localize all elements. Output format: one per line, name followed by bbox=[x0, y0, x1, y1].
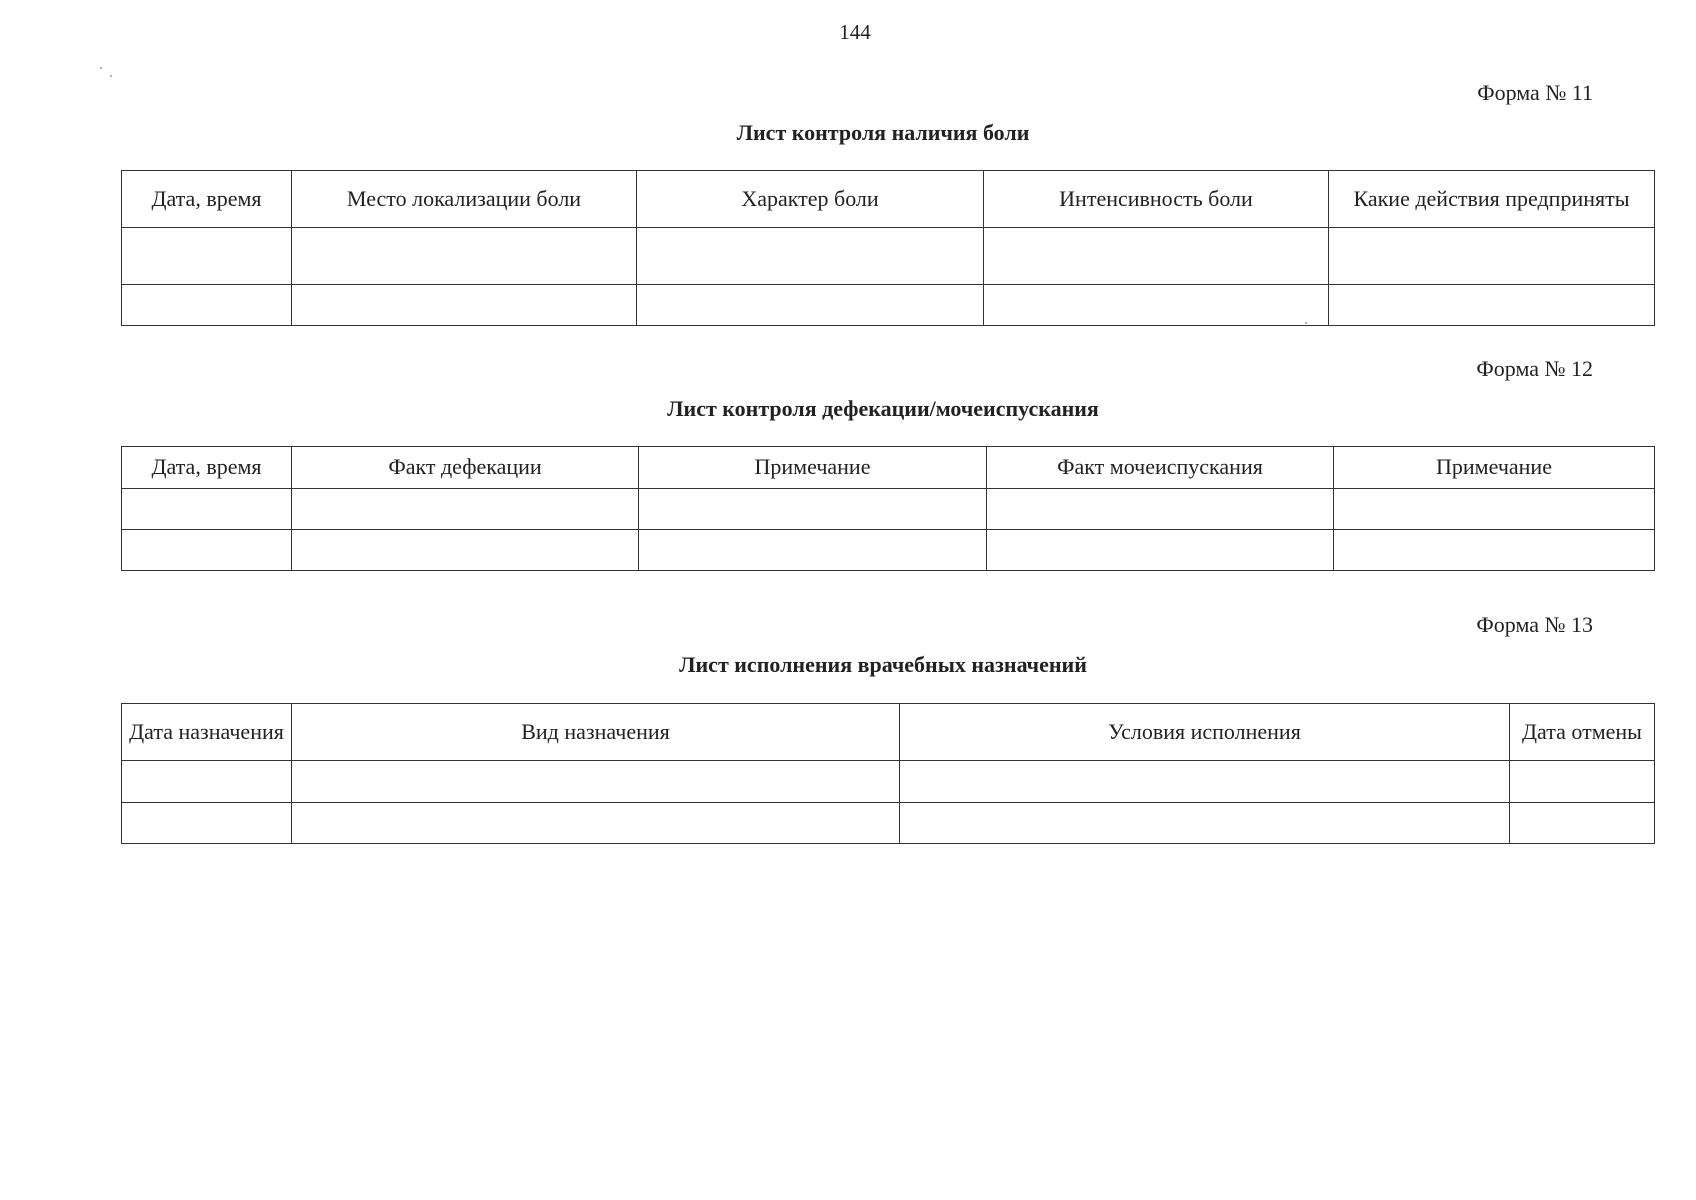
table-cell[interactable] bbox=[900, 761, 1510, 803]
table-cell[interactable] bbox=[1329, 285, 1655, 326]
column-header-pain-location: Место локализации боли bbox=[292, 171, 637, 228]
column-header-date-time: Дата, время bbox=[122, 171, 292, 228]
table-header-row bbox=[122, 171, 1655, 228]
form-13-number: Форма № 13 bbox=[1476, 612, 1593, 637]
column-header-urination-fact: Факт мочеиспускания bbox=[987, 447, 1334, 489]
column-header-date-time: Дата, время bbox=[122, 447, 292, 489]
table-cell[interactable] bbox=[637, 228, 984, 285]
table-cell[interactable] bbox=[1334, 489, 1655, 530]
table-cell[interactable] bbox=[984, 228, 1329, 285]
table-row bbox=[122, 228, 1655, 285]
column-header-pain-intensity: Интенсивность боли bbox=[984, 171, 1329, 228]
table-cell[interactable] bbox=[122, 489, 292, 530]
medical-orders-table bbox=[121, 703, 1655, 844]
defecation-urination-table bbox=[121, 446, 1655, 571]
column-header-order-type: Вид назначения bbox=[292, 704, 900, 761]
page-number: 144 bbox=[839, 20, 871, 44]
table-cell[interactable] bbox=[987, 530, 1334, 571]
table-cell[interactable] bbox=[984, 285, 1329, 326]
table-cell[interactable] bbox=[292, 530, 639, 571]
form-12-number: Форма № 12 bbox=[1476, 356, 1593, 381]
table-row bbox=[122, 803, 1655, 844]
table-cell[interactable] bbox=[1510, 761, 1655, 803]
table-row bbox=[122, 761, 1655, 803]
scan-speck bbox=[1305, 322, 1307, 324]
table-cell[interactable] bbox=[122, 228, 292, 285]
table-header-row bbox=[122, 704, 1655, 761]
table-cell[interactable] bbox=[637, 285, 984, 326]
table-cell[interactable] bbox=[292, 489, 639, 530]
table-cell[interactable] bbox=[1510, 803, 1655, 844]
table-row bbox=[122, 285, 1655, 326]
table-cell[interactable] bbox=[292, 228, 637, 285]
table-cell[interactable] bbox=[292, 803, 900, 844]
scan-speck bbox=[110, 75, 112, 77]
table-cell[interactable] bbox=[900, 803, 1510, 844]
column-header-execution-conditions: Условия исполнения bbox=[900, 704, 1510, 761]
table-cell[interactable] bbox=[122, 285, 292, 326]
form-11-title: Лист контроля наличия боли bbox=[736, 120, 1030, 145]
table-cell[interactable] bbox=[1334, 530, 1655, 571]
table-cell[interactable] bbox=[292, 285, 637, 326]
column-header-note: Примечание bbox=[639, 447, 987, 489]
table-cell[interactable] bbox=[292, 761, 900, 803]
table-header-row bbox=[122, 447, 1655, 489]
table-row bbox=[122, 530, 1655, 571]
column-header-note: Примечание bbox=[1334, 447, 1655, 489]
column-header-defecation-fact: Факт дефекации bbox=[292, 447, 639, 489]
column-header-order-date: Дата назначения bbox=[122, 704, 292, 761]
pain-control-table bbox=[121, 170, 1655, 326]
column-header-actions-taken: Какие действия предприняты bbox=[1329, 171, 1655, 228]
scan-speck bbox=[100, 67, 102, 69]
table-cell[interactable] bbox=[122, 530, 292, 571]
table-cell[interactable] bbox=[122, 761, 292, 803]
column-header-cancel-date: Дата отмены bbox=[1510, 704, 1655, 761]
form-11-number: Форма № 11 bbox=[1477, 80, 1593, 105]
table-cell[interactable] bbox=[987, 489, 1334, 530]
form-13-title: Лист исполнения врачебных назначений bbox=[679, 652, 1087, 677]
table-row bbox=[122, 489, 1655, 530]
column-header-pain-character: Характер боли bbox=[637, 171, 984, 228]
table-cell[interactable] bbox=[639, 530, 987, 571]
form-12-title: Лист контроля дефекации/мочеиспускания bbox=[667, 396, 1099, 421]
table-cell[interactable] bbox=[122, 803, 292, 844]
table-cell[interactable] bbox=[639, 489, 987, 530]
table-cell[interactable] bbox=[1329, 228, 1655, 285]
